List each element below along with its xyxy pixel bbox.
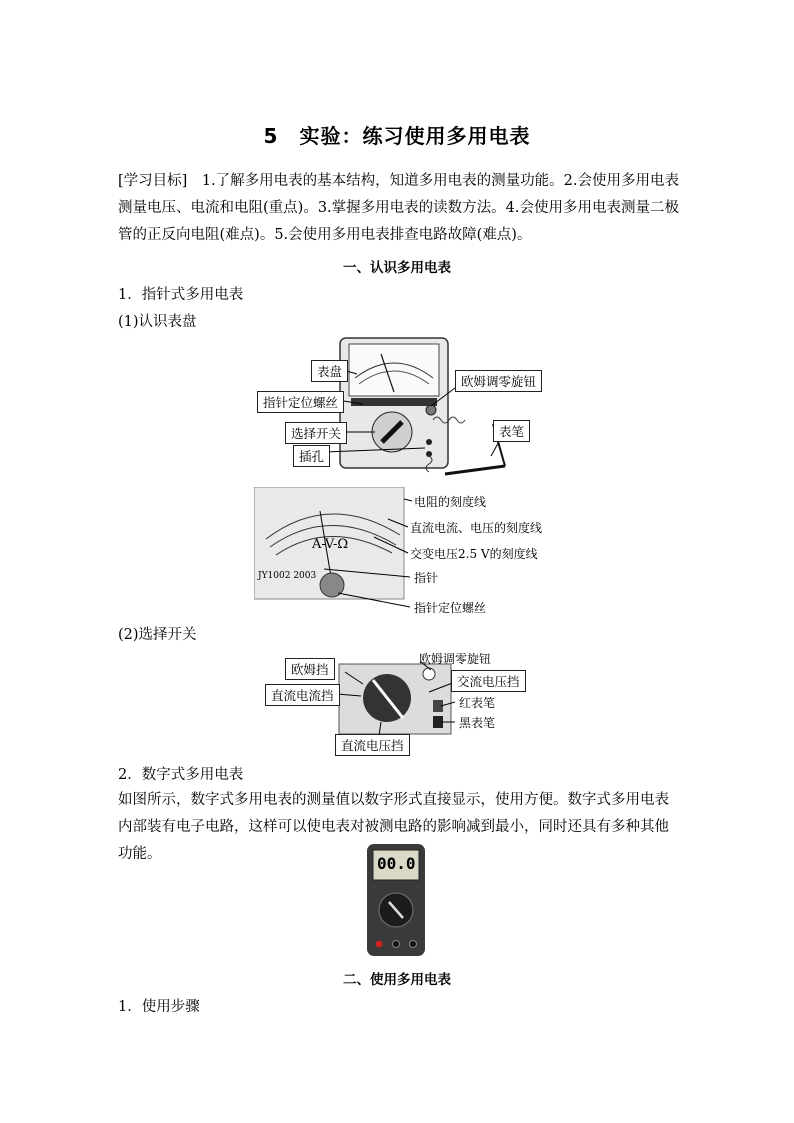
item-heading-1: 1．指针式多用电表 [118,287,244,303]
label-pointer-screw-2: 指针定位螺丝 [414,601,487,615]
selector-switch-figure [265,650,535,754]
analog-multimeter-figure [255,334,545,482]
digital-multimeter-figure [367,844,425,956]
goals-label: [学习目标] [118,173,188,189]
label-dial: 表盘 [311,360,348,382]
digital-display: 00.0 [377,854,416,873]
dial-face-figure [254,487,554,615]
item-heading-3: 1．使用步骤 [118,999,200,1015]
goals-text: 1.了解多用电表的基本结构，知道多用电表的测量功能。2.会使用多用电表测量电压、电流和电阻(重点)。3.掌握多用电表的读数方法。4.会使用多用电表测量二极管的正反向电阻(难点)。5.会使用多用电表排查电路故障(难点)。 [118,173,679,243]
label-pointer-screw: 指针定位螺丝 [257,391,344,413]
label-pointer: 指针 [414,571,439,585]
subheading-selector: (2)选择开关 [118,627,197,643]
label-ohm-zero-knob: 欧姆调零旋钮 [455,370,542,392]
label-ohm-range: 欧姆挡 [285,658,335,680]
label-selector-switch: 选择开关 [285,422,347,444]
label-probe: 表笔 [493,420,530,442]
label-jack: 插孔 [293,445,330,467]
learning-goals [118,168,683,249]
label-ac-scale: 交变电压2.5 V的刻度线 [410,547,538,561]
digital-meter-paragraph: 如图所示，数字式多用电表的测量值以数字形式直接显示，使用方便。数字式多用电表内部装有电子电路，这样可以使电表对被测电路的影响减到最小，同时还具有多种其他功能。 [118,792,669,862]
subheading-dial: (1)认识表盘 [118,314,197,330]
page-title: 5 实验：练习使用多用电表 [263,124,531,148]
label-dc-scale: 直流电流、电压的刻度线 [410,521,543,535]
label-dc-current-range: 直流电流挡 [265,684,340,706]
dial-model-text: JY1002 2003 [258,571,317,581]
section-heading-2: 二、使用多用电表 [343,972,451,988]
label-dc-voltage-range: 直流电压挡 [335,734,410,756]
section-heading-1: 一、认识多用电表 [343,260,451,276]
label-red-probe: 红表笔 [459,696,496,710]
dial-face-text: A-V-Ω [312,537,349,552]
label-black-probe: 黑表笔 [459,716,496,730]
label-ac-voltage-range: 交流电压挡 [451,670,526,692]
item-heading-2: 2．数字式多用电表 [118,767,244,783]
label-ohm-zero-knob-2: 欧姆调零旋钮 [419,652,492,666]
label-ohm-scale: 电阻的刻度线 [414,495,487,509]
